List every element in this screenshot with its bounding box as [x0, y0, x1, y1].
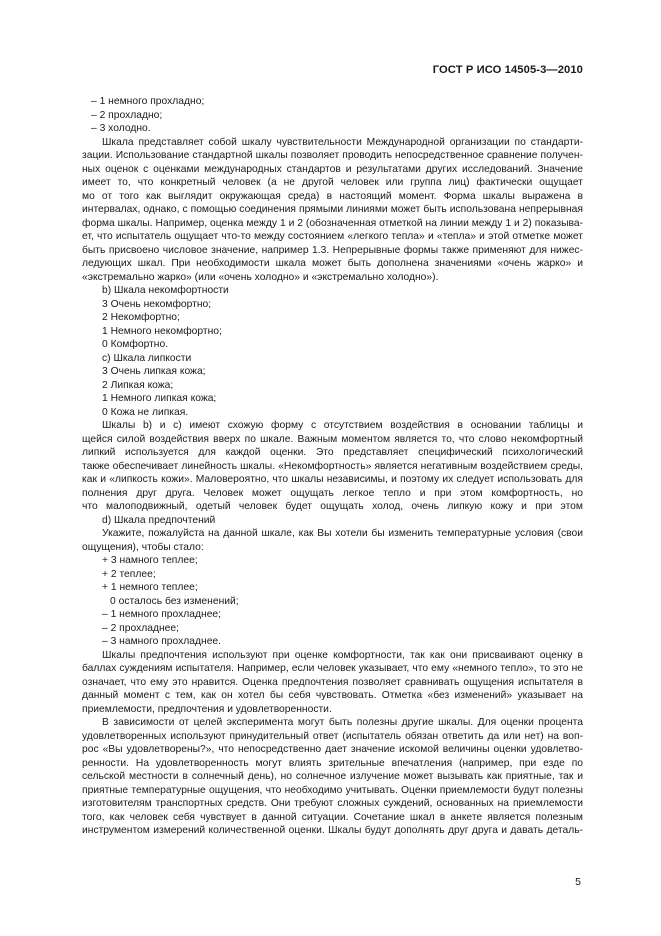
text-line: как и «липкость кожи». Маловероятно, что шкалы независимы, и поэтому их следует использовать для — [82, 474, 583, 485]
list-item — [82, 379, 583, 393]
list-item — [82, 298, 583, 312]
text-line: 1 Немного липкая кожа; — [102, 393, 217, 404]
text-line: имеет то, что конкретный человек (а не другой человек или группа лиц) фактически ощущает — [82, 177, 583, 188]
text-line: ренности. На удовлетворенность могут влиять зрительные впечатления (например, при езде по — [82, 757, 583, 769]
text-line: 1 Немного некомфортно; — [102, 325, 222, 337]
paragraph — [82, 419, 583, 514]
text-line: Шкалы предпочтения используют при оценке комфортности, так как они присваивают оценку в — [102, 649, 583, 661]
text-line: мо от того как выглядит окружающая среда) в настоящий момент. Форма шкалы выражена в — [82, 190, 583, 202]
text-line: изготовителям транспортных средств. Они требуют сложных суждений, основанных на приемлемости — [82, 798, 583, 809]
text-line: что малоподвижный, одетый человек будет ощущать холод, очень липкую кожу и при этом — [82, 501, 583, 512]
paragraph — [82, 649, 583, 717]
text-line: рос «Вы удовлетворены?», что непосредственно дает значение искомой величины оценки удовлетво- — [82, 744, 583, 755]
text-line: 2 Некомфортно; — [102, 312, 180, 323]
text-line: d) Шкала предпочтений — [102, 514, 216, 526]
text-line: щейся силой воздействия вверх по шкале. Важным моментом является то, что слово некомфортный — [82, 433, 583, 445]
list-item — [82, 608, 583, 622]
list-item — [82, 365, 583, 379]
list-item — [82, 581, 583, 595]
text-line: 0 Кожа не липкая. — [102, 406, 189, 418]
text-line: также обеспечивает линейность шкалы. «Некомфортность» является негативным воздействием среды, — [82, 460, 583, 472]
text-line: быть присвоено числовое значение, например 1.3. Непрерывные формы также применяют для нижес- — [82, 244, 583, 256]
text-line: Укажите, пожалуйста на данной шкале, как Вы хотели бы изменить температурные условия (свои — [102, 528, 583, 539]
text-line: «экстремально жарко» (или «очень холодно» и «экстремально холодно»). — [82, 271, 439, 283]
text-line: + 1 немного теплее; — [102, 582, 198, 593]
text-line: ледующих шкал. При необходимости шкала может быть дополнена значениями «очень жарко» и — [82, 258, 583, 269]
list-item — [82, 554, 583, 568]
text-line: 2 Липкая кожа; — [102, 379, 174, 391]
paragraph — [82, 527, 583, 554]
list-item — [82, 392, 583, 406]
text-line: – 3 намного прохладнее. — [102, 636, 222, 647]
text-line: данный момент с тем, как он хотел бы себя чувствовать. Отметка «без изменений» указывает на — [82, 690, 583, 701]
text-line: – 1 немного прохладнее; — [102, 609, 222, 620]
paragraph — [82, 136, 583, 285]
text-line: баллах суждениям испытателя. Например, если человек указывает, что ему «немного тепло», то это не — [82, 663, 583, 674]
list-item — [82, 284, 583, 298]
text-line: означает, что ему это нравится. Оценка предпочтения позволяет сравнивать ощущения испытателя в — [82, 676, 583, 688]
text-line: липкий используется для каждой оценки. Это представляет специфический психологический — [82, 447, 583, 458]
list-item — [82, 352, 583, 366]
text-line: + 2 теплее; — [102, 568, 156, 580]
text-line: В зависимости от целей эксперимента могут быть полезны другие шкалы. Для оценки процента — [102, 717, 583, 728]
text-line: полнения друг друга. Человек может ощущать легкое тепло и при этом комфортность, но — [82, 487, 583, 499]
list-item — [82, 514, 583, 528]
document-body — [82, 95, 583, 838]
paragraph — [82, 716, 583, 838]
text-line: инструментом измерений количественной оценки. Шкалы будут дополнять друг друга и давать деталь- — [82, 825, 583, 836]
text-line: приемлемости, предпочтения и удовлетворенности. — [82, 703, 332, 715]
text-line: зации. Использование стандартной шкалы позволяет проводить непосредственное сравнение получен- — [82, 150, 583, 161]
text-line: того, как человек себя чувствует в данной ситуации. Сочетание шкал в анкете является полезным — [82, 811, 583, 823]
list-item — [82, 122, 583, 136]
text-line: приятные температурные ощущения, что необходимо учитывать. Оценки приемлемости будут полезны — [82, 784, 583, 796]
text-line: ощущения), чтобы стало: — [82, 541, 204, 553]
text-line: 0 Комфортно. — [102, 339, 169, 350]
list-item — [82, 311, 583, 325]
list-item — [82, 635, 583, 649]
list-item — [82, 568, 583, 582]
document-header: ГОСТ Р ИСО 14505-3—2010 — [432, 64, 583, 76]
list-item — [82, 406, 583, 420]
text-line: 0 осталось без изменений; — [110, 595, 239, 607]
text-line: 3 Очень некомфортно; — [102, 298, 212, 310]
text-line: ет, что испытатель ощущает что-то между состоянием «легкого тепла» и «тепла» и этой отметке может — [82, 231, 583, 242]
text-line: Шкала представляет собой шкалу чувствительности Международной организации по стандарти- — [102, 136, 583, 148]
text-line: – 3 холодно. — [91, 123, 151, 134]
list-item — [82, 338, 583, 352]
list-item — [82, 109, 583, 123]
text-line: + 3 намного теплее; — [102, 555, 198, 566]
list-item — [82, 622, 583, 636]
text-line: – 2 прохладно; — [91, 109, 163, 121]
text-line: c) Шкала липкости — [102, 352, 192, 364]
text-line: 3 Очень липкая кожа; — [102, 366, 206, 377]
list-item — [82, 325, 583, 339]
text-line: Шкалы b) и c) имеют схожую форму с отсутствием воздействия в основании таблицы и — [102, 420, 583, 431]
text-line: сельской местности в солнечный день), но солнечное излучение может вызывать как приятные, так и — [82, 771, 583, 782]
text-line: ных оценок с оценками международных стандартов и результатами других исследований. Значение — [82, 163, 583, 175]
list-item — [82, 95, 583, 109]
text-line: удовлетворенных используют принудительный ответ (испытатель обязан ответить да или нет) на воп- — [82, 730, 583, 742]
text-line: b) Шкала некомфортности — [102, 285, 229, 296]
text-line: – 2 прохладнее; — [102, 622, 179, 634]
list-item — [82, 595, 583, 609]
text-line: форма шкалы. Например, оценка между 1 и 2 (обозначенная отметкой на линии между 1 и 2) показыва- — [82, 217, 583, 229]
text-line: интервалах, однако, с помощью соединения прямыми линиями может быть использована непрерывная — [82, 204, 583, 215]
text-line: – 1 немного прохладно; — [91, 96, 205, 107]
page-number: 5 — [575, 876, 581, 888]
